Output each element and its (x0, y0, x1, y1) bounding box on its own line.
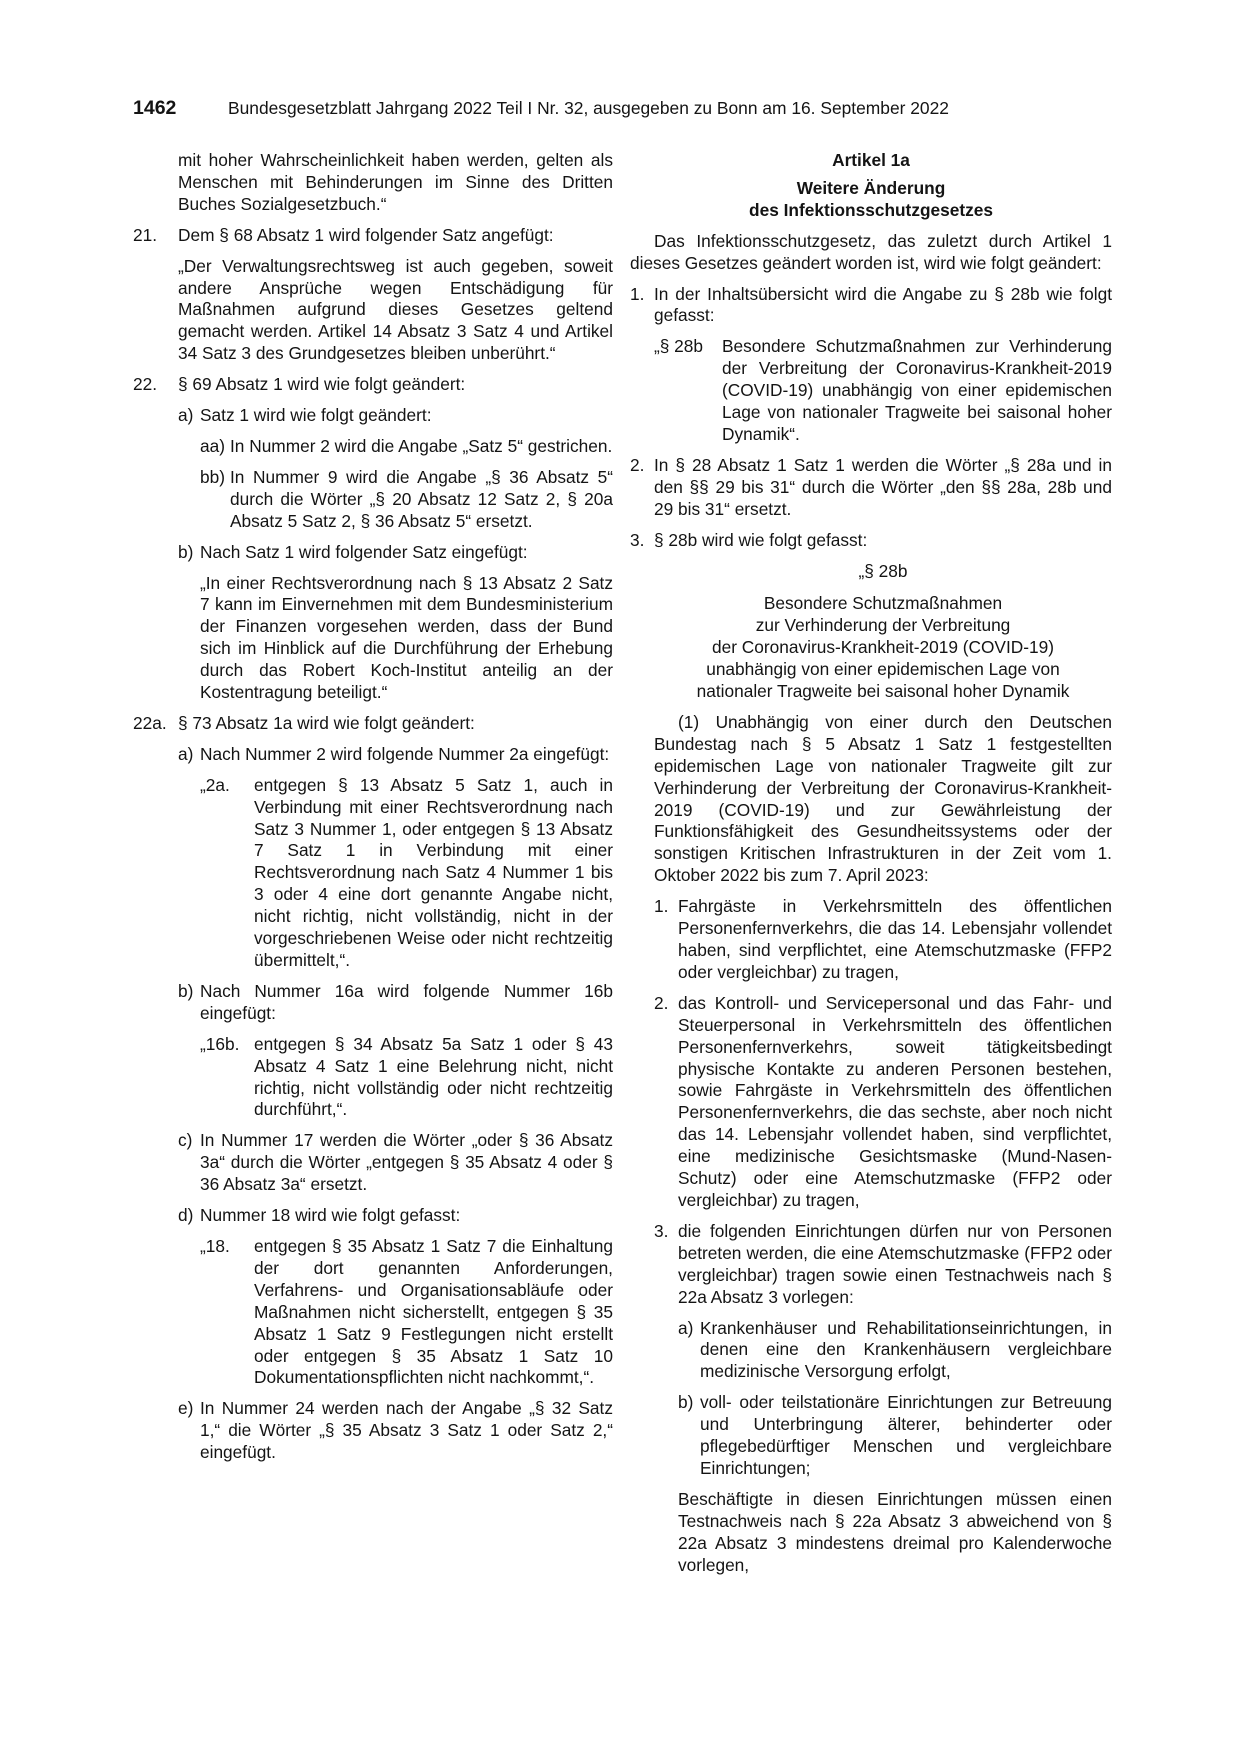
sub-item-a (678, 1318, 1112, 1384)
item-text: § 69 Absatz 1 wird wie folgt geändert: (178, 374, 466, 395)
item-number: 2. (630, 454, 645, 475)
sub-sub-item-label: bb) (200, 466, 225, 487)
quoted-number-label: „16b. (200, 1033, 240, 1054)
sub-item-c (178, 1130, 613, 1196)
item-text: Fahrgäste in Verkehrsmitteln des öffentlichen Personenfernverkehrs, die das 14. Lebensjahr vollendet haben, sind verpflichtet, eine Atemschutzmaske (FFP2 oder vergleichbar) zu tragen, (678, 896, 1112, 982)
list-item-21 (133, 225, 613, 247)
quoted-number-text: entgegen § 13 Absatz 5 Satz 1, auch in Verbindung mit einer Rechtsverordnung nach Satz 3 Nummer 1, oder entgegen § 13 Absatz 7 Satz 1 in Verbindung mit einer Rechtsverordnung nach Satz 4 Nummer 1 bis 3 oder 4 eine dort genannte Angabe nicht, nicht richtig, nicht vollständig, nicht in der vorgeschriebenen Weise oder nicht rechtzeitig übermittelt,“. (254, 774, 613, 970)
article-subtitle-line-1: Weitere Änderung (796, 177, 946, 198)
article-intro: Das Infektionsschutzgesetz, das zuletzt durch Artikel 1 dieses Gesetzes geändert worden ist, wird wie folgt geändert: (630, 230, 1112, 273)
item-number: 1. (654, 896, 669, 917)
sub-item-text: Nach Satz 1 wird folgender Satz eingefügt: (200, 541, 528, 562)
item-text: § 73 Absatz 1a wird wie folgt geändert: (178, 712, 475, 733)
item-text: In der Inhaltsübersicht wird die Angabe zu § 28b wie folgt gefasst: (654, 283, 1112, 326)
sub-item-label: a) (178, 405, 194, 426)
item-number: 21. (133, 224, 158, 245)
quoted-number-text: entgegen § 35 Absatz 1 Satz 7 die Einhaltung der dort genannten Anforderungen, Verfahrens- und Organisationsabläufe oder Maßnahmen nicht sicherstellt, entgegen § 35 Absatz 1 Satz 9 Festlegungen nicht erstellt oder entgegen § 35 Absatz 1 Satz 10 Dokumentationspflichten nicht nachkommt,“. (254, 1235, 613, 1388)
gazette-header: Bundesgesetzblatt Jahrgang 2022 Teil I Nr. 32, ausgegeben zu Bonn am 16. September 2022 (228, 98, 949, 118)
list-item-22 (133, 374, 613, 396)
numbered-item-3 (654, 1221, 1112, 1309)
quoted-text: „In einer Rechtsverordnung nach § 13 Absatz 2 Satz 7 kann im Einvernehmen mit dem Bundesministerium der Finanzen vorgesehen werden, dass der Bund sich im Hinblick auf die Durchführung der Erhebung durch das Robert Koch-Institut anteilig an der Kostentragung beteiligt.“ (200, 572, 613, 703)
absatz-1: (1) Unabhängig von einer durch den Deutschen Bundestag nach § 5 Absatz 1 Satz 1 festgestellten epidemischen Lage von nationaler Tragweite gilt zur Verhinderung der Verbreitung der Coronavirus-Krankheit-2019 (COVID-19) und zur Gewährleistung der Funktionsfähigkeit des Gesundheitssystems oder der sonstigen Kritischen Infrastrukturen in der Zeit vom 1. Oktober 2022 bis zum 7. April 2023: (654, 711, 1112, 886)
numbered-item-2 (654, 993, 1112, 1212)
item-number: 3. (654, 1220, 669, 1241)
sub-item-text: voll- oder teilstationäre Einrichtungen zur Betreuung und Unterbringung älterer, behinderter oder pflegebedürftiger Menschen und vergleichbare Einrichtungen; (700, 1392, 1112, 1478)
item-3-tail-text: Beschäftigte in diesen Einrichtungen müssen einen Testnachweis nach § 22a Absatz 3 abweichend von § 22a Absatz 3 mindestens dreimal pro Kalenderwoche vorlegen, (678, 1488, 1112, 1575)
paragraph-heading-line: unabhängig von einer epidemischen Lage von (706, 659, 1060, 680)
list-item-22a (133, 713, 613, 735)
sub-item-e (178, 1398, 613, 1464)
quoted-toc-entry (654, 336, 1112, 446)
list-item-1 (630, 284, 1112, 328)
sub-item-b (678, 1392, 1112, 1480)
article-title: Artikel 1a (832, 150, 910, 170)
sub-sub-item-bb (200, 467, 613, 533)
sub-item-text: Krankenhäuser und Rehabilitationseinrichtungen, in denen eine den Krankenhäusern vergleichbare medizinische Versorgung erfolgt, (700, 1317, 1112, 1382)
list-item-2 (630, 455, 1112, 521)
sub-item-b (178, 542, 613, 564)
list-item-3 (630, 530, 1112, 552)
sub-item-text: Nach Nummer 16a wird folgende Nummer 16b eingefügt: (200, 980, 613, 1023)
sub-item-a (178, 744, 613, 766)
numbered-item-1 (654, 896, 1112, 984)
item-number: 3. (630, 529, 645, 550)
page-header (133, 97, 1013, 127)
sub-item-label: b) (178, 980, 194, 1001)
item-number: 2. (654, 992, 669, 1013)
sub-item-label: d) (178, 1205, 194, 1226)
sub-item-text: In Nummer 24 werden nach der Angabe „§ 32 Satz 1,“ die Wörter „§ 35 Absatz 3 Satz 1 oder Satz 2,“ eingefügt. (200, 1398, 613, 1463)
item-number: 1. (630, 283, 645, 304)
quoted-number-text: entgegen § 34 Absatz 5a Satz 1 oder § 43 Absatz 4 Satz 1 eine Belehrung nicht, nicht richtig, nicht vollständig oder nicht rechtzeitig durchführt,“. (254, 1033, 613, 1120)
item-text: § 28b wird wie folgt gefasst: (654, 529, 868, 550)
sub-sub-item-text: In Nummer 9 wird die Angabe „§ 36 Absatz 5“ durch die Wörter „§ 20 Absatz 12 Satz 2, § 20a Absatz 5 Satz 2, § 36 Absatz 5“ ersetzt. (230, 466, 613, 531)
sub-item-label: a) (178, 743, 194, 764)
article-subtitle-line-2: des Infektionsschutzgesetzes (749, 199, 993, 220)
quoted-number-18 (200, 1236, 613, 1389)
page-number: 1462 (133, 97, 177, 119)
sub-item-label: b) (178, 541, 194, 562)
quoted-toc-label: „§ 28b (654, 336, 704, 357)
continuation-text: mit hoher Wahrscheinlichkeit haben werden, gelten als Menschen mit Behinderungen im Sinne des Dritten Buches Sozialgesetzbuch.“ (178, 150, 613, 214)
sub-item-text: Satz 1 wird wie folgt geändert: (200, 405, 432, 426)
sub-item-label: e) (178, 1398, 194, 1419)
sub-sub-item-text: In Nummer 2 wird die Angabe „Satz 5“ gestrichen. (230, 435, 613, 456)
sub-item-label: a) (678, 1317, 694, 1338)
paragraph-heading-line: zur Verhinderung der Verbreitung (755, 615, 1011, 636)
sub-item-label: c) (178, 1130, 193, 1151)
quoted-number-2a (200, 775, 613, 972)
paragraph-heading-line: der Coronavirus-Krankheit-2019 (COVID-19) (712, 637, 1054, 658)
quoted-number-16b (200, 1034, 613, 1122)
sub-item-text: Nach Nummer 2 wird folgende Nummer 2a eingefügt: (200, 743, 610, 764)
paragraph-heading (654, 593, 1112, 703)
sub-item-label: b) (678, 1392, 694, 1413)
item-number: 22. (133, 374, 158, 395)
paragraph-heading-line: nationaler Tragweite bei saisonal hoher Dynamik (696, 681, 1070, 702)
item-text: die folgenden Einrichtungen dürfen nur von Personen betreten werden, die eine Atemschutzmaske (FFP2 oder vergleichbar) tragen sowie einen Testnachweis nach § 22a Absatz 3 vorlegen: (678, 1220, 1112, 1307)
quoted-text: „Der Verwaltungsrechtsweg ist auch gegeben, soweit andere Ansprüche wegen Entschädigung für Maßnahmen aufgrund dieses Gesetzes geltend gemacht werden. Artikel 14 Absatz 3 Satz 4 und Artikel 34 Satz 3 des Grundgesetzes bleiben unberührt.“ (178, 255, 613, 364)
sub-item-text: Nummer 18 wird wie folgt gefasst: (200, 1205, 461, 1226)
sub-sub-item-aa (200, 436, 613, 458)
sub-item-text: In Nummer 17 werden die Wörter „oder § 36 Absatz 3a“ durch die Wörter „entgegen § 35 Absatz 4 oder § 36 Absatz 3a“ ersetzt. (200, 1130, 613, 1195)
sub-sub-item-label: aa) (200, 435, 225, 456)
left-column (133, 150, 613, 1473)
sub-item-d (178, 1205, 613, 1227)
quoted-number-label: „18. (200, 1235, 230, 1256)
item-text: Dem § 68 Absatz 1 wird folgender Satz angefügt: (178, 224, 554, 245)
item-text: In § 28 Absatz 1 Satz 1 werden die Wörter „§ 28a und in den §§ 29 bis 31“ durch die Wörter „den §§ 28a, 28b und 29 bis 31“ ersetzt. (654, 454, 1112, 519)
paragraph-heading-line: Besondere Schutzmaßnahmen (763, 593, 1003, 614)
sub-item-b (178, 981, 613, 1025)
item-number: 22a. (133, 712, 167, 733)
sub-item-a (178, 405, 613, 427)
quoted-number-label: „2a. (200, 774, 230, 795)
quoted-toc-text: Besondere Schutzmaßnahmen zur Verhinderung der Verbreitung der Coronavirus-Krankheit-2019 (COVID-19) unabhängig von einer epidemischen Lage von nationaler Tragweite bei saisonal hoher Dynamik“. (722, 336, 1112, 444)
item-text: das Kontroll- und Servicepersonal und das Fahr- und Steuerpersonal in Verkehrsmitteln des öffentlichen Personenfernverkehrs, soweit tätigkeitsbedingt physische Kontakte zu anderen Personen bestehen, sowie Fahrgäste in Verkehrsmitteln des öffentlichen Personenfernverkehrs, die das sechste, aber noch nicht das 14. Lebensjahr vollendet haben, sind verpflichtet, eine medizinische Gesichtsmaske (Mund-Nasen-Schutz) oder eine Atemschutzmaske (FFP2 oder vergleichbar) zu tragen, (678, 992, 1112, 1210)
paragraph-sign: „§ 28b (858, 560, 908, 581)
right-column (630, 150, 1112, 1585)
